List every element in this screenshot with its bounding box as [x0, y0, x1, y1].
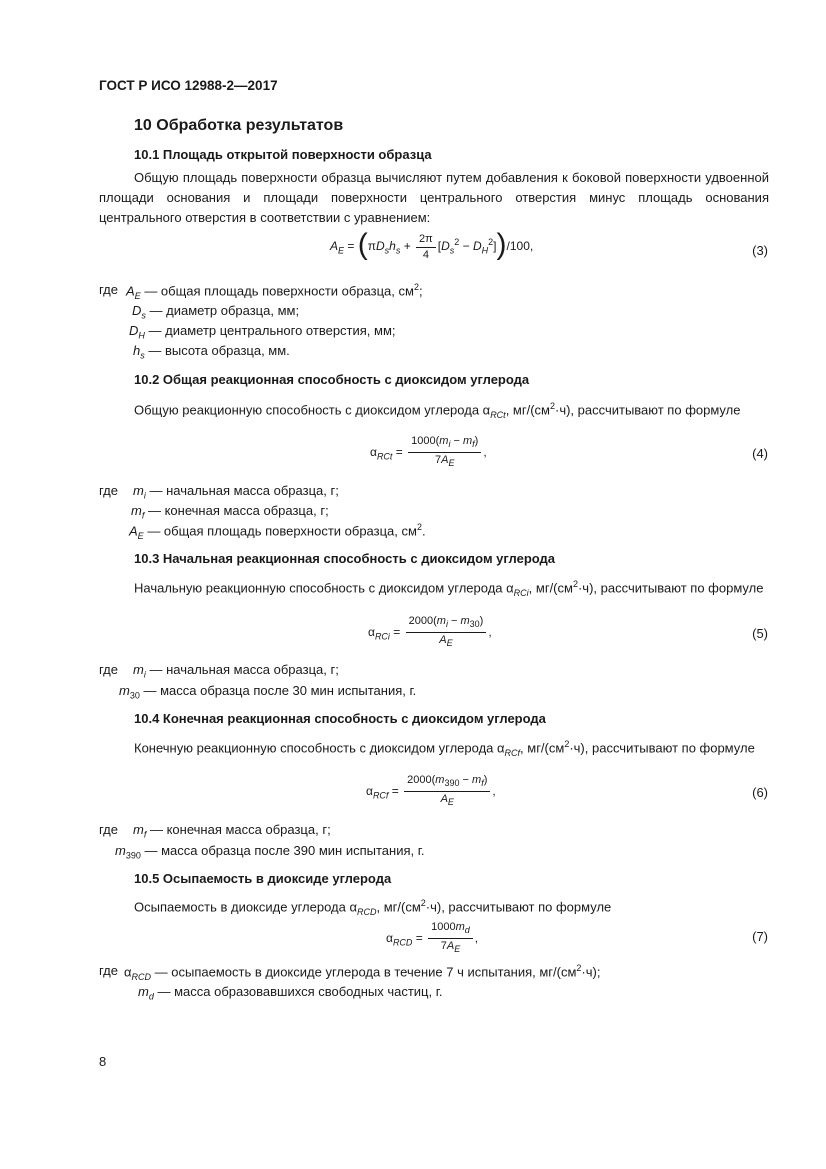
equation-6: $\alpha_{RCf}$ = $\frac{2000(m_{390} - m_f)}{A_E}$ , [366, 774, 496, 808]
where-label: где [99, 282, 118, 297]
paragraph-10-1: Общую площадь поверхности образца вычисляют путем добавления к боковой поверхности удвоенной площади основания и площади поверхности центрального отверстия минус площадь основания центрального отверстия в соответствии с уравнением: [99, 170, 769, 225]
definition-row: $m_{30}$ — масса образца после 30 мин испытания, г. [119, 683, 417, 701]
definition-row: $A_E$ — общая площадь поверхности образца, $см^2$. [129, 522, 426, 541]
section-title: 10 Обработка результатов [134, 117, 344, 134]
subsection-title-10-5: 10.5 Осыпаемость в диоксиде углерода [134, 871, 392, 886]
page-number: 8 [99, 1054, 107, 1069]
equation-number-5: (5) [752, 626, 768, 641]
subsection-title-10-3: 10.3 Начальная реакционная способность с диоксидом углерода [134, 551, 556, 566]
definition-row: $m_i$ — начальная масса образца, г; [133, 662, 339, 680]
definition-row: $m_f$ — конечная масса образца, г; [131, 503, 329, 521]
equation-4: $\alpha_{RCt}$ = $\frac{1000(m_i - m_f)}{7A_E}$ , [370, 435, 487, 469]
where-label: где [99, 483, 118, 498]
equation-7: $\alpha_{RCD}$ = $\frac{1000m_d}{7A_E}$ , [386, 921, 479, 955]
definition-row: $m_d$ — масса образовавшихся свободных частиц, г. [138, 984, 443, 1002]
equation-5: $\alpha_{RCi}$ = $\frac{2000(m_i - m_{30})}{A_E}$ , [368, 615, 492, 649]
definition-row: $m_f$ — конечная масса образца, г; [133, 822, 331, 840]
equation-number-7: (7) [752, 929, 768, 944]
definition-row: $m_{390}$ — масса образца после 390 мин испытания, г. [115, 843, 425, 861]
where-label: где [99, 963, 118, 978]
definition-row: $h_s$ — высота образца, мм. [133, 343, 290, 361]
paragraph-10-3: Начальную реакционную способность с диоксидом углерода $\alpha_{RCi}$, $мг/(см^2\cdot ч)$, рассчитывают по формуле [134, 579, 764, 598]
where-label: где [99, 662, 118, 677]
definition-row: $D_H$ — диаметр центрального отверстия, мм; [129, 323, 396, 341]
paragraph-10-2: Общую реакционную способность с диоксидом углерода $\alpha_{RCt}$, $мг/(см^2\cdot ч)$, рассчитывают по формуле [134, 401, 741, 420]
paragraph-10-5: Осыпаемость в диоксиде углерода $\alpha_{RCD}$, $мг/(см^2\cdot ч)$, рассчитывают по формуле [134, 898, 612, 917]
subsection-title-10-4: 10.4 Конечная реакционная способность с диоксидом углерода [134, 711, 546, 726]
definition-row: $m_i$ — начальная масса образца, г; [133, 483, 339, 501]
paragraph-10-4: Конечную реакционную способность с диоксидом углерода $\alpha_{RCf}$, $мг/(см^2\cdot ч)$, рассчитывают по формуле [134, 739, 755, 758]
document-header: ГОСТ Р ИСО 12988-2—2017 [99, 78, 278, 93]
equation-number-3: (3) [752, 243, 768, 258]
definition-row: $D_s$ — диаметр образца, мм; [132, 303, 300, 321]
definition-row: $\alpha_{RCD}$ — осыпаемость в диоксиде углерода в течение 7 ч испытания, $мг/(см^2\cdot ч)$; [124, 963, 601, 982]
subsection-title-10-1: 10.1 Площадь открытой поверхности образца [134, 147, 432, 162]
equation-3: $A_E = (\pi D_sh_s$ + $\frac{2\pi}{4}$ $[D_s^2 - D_H^2])/100$, [330, 228, 534, 261]
subsection-title-10-2: 10.2 Общая реакционная способность с диоксидом углерода [134, 372, 530, 387]
where-label: где [99, 822, 118, 837]
definition-row: $A_E$ — общая площадь поверхности образца, $см^2$; [126, 282, 423, 301]
equation-number-6: (6) [752, 785, 768, 800]
equation-number-4: (4) [752, 446, 768, 461]
